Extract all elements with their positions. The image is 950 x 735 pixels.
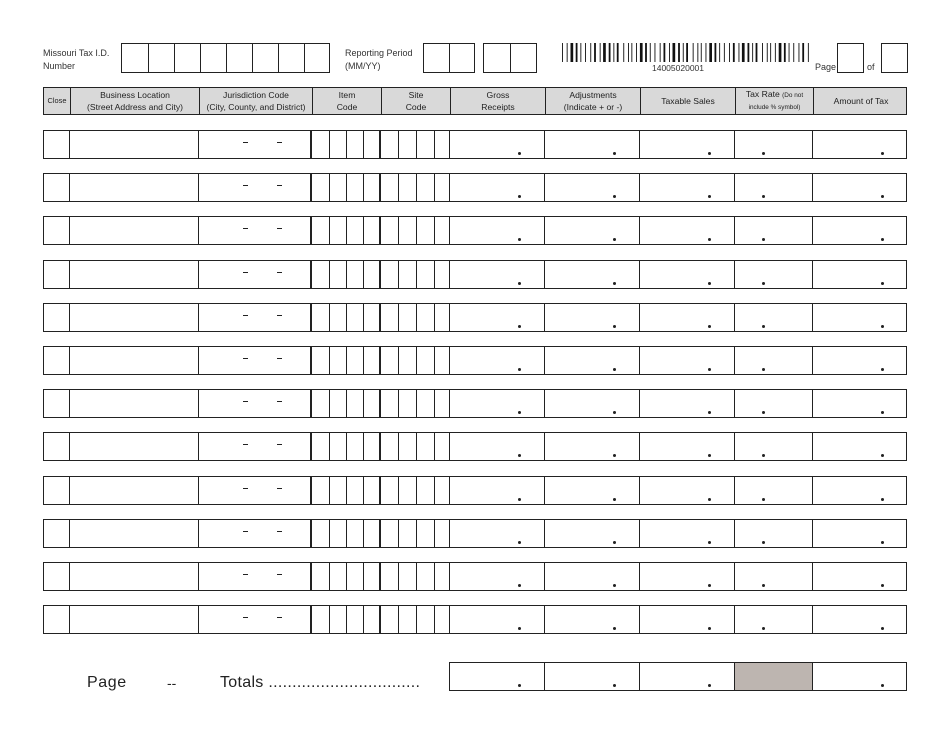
item-code-input[interactable] [311,303,380,332]
page-label: Page [815,62,837,72]
gross-receipts-input[interactable] [449,303,545,332]
gross-receipts-input[interactable] [449,173,545,202]
decimal-point [762,498,765,501]
total-tax-rate-shaded [734,662,813,691]
site-code-input[interactable] [380,605,450,634]
decimal-point [881,238,884,241]
business-location-input[interactable] [69,260,199,289]
business-location-input[interactable] [69,173,199,202]
close-checkbox[interactable] [43,260,70,289]
tax-rate-input[interactable] [734,346,813,375]
gross-receipts-input[interactable] [449,216,545,245]
amount-of-tax-input[interactable] [812,346,907,375]
close-checkbox[interactable] [43,173,70,202]
decimal-point [518,411,521,414]
decimal-point [881,325,884,328]
taxable-sales-input[interactable] [639,303,735,332]
code-separator-dash [277,574,282,575]
close-checkbox[interactable] [43,389,70,418]
tax-rate-input[interactable] [734,173,813,202]
decimal-point [762,195,765,198]
total-adjustments[interactable] [544,662,640,691]
decimal-point [518,627,521,630]
code-separator-dash [243,272,248,273]
adjustments-input[interactable] [544,389,640,418]
jurisdiction-code-input[interactable] [198,605,311,634]
col-item-code: Item Code [312,88,381,114]
tax-rate-input[interactable] [734,216,813,245]
decimal-point [762,454,765,457]
decimal-point [881,411,884,414]
business-location-input[interactable] [69,130,199,159]
decimal-point [708,498,711,501]
gross-receipts-input[interactable] [449,130,545,159]
table-row [43,605,907,634]
decimal-point [762,411,765,414]
gross-receipts-input[interactable] [449,389,545,418]
item-code-input[interactable] [311,260,380,289]
close-checkbox[interactable] [43,605,70,634]
table-row [43,346,907,375]
decimal-point [762,368,765,371]
col-adjustments: Adjustments (Indicate + or -) [545,88,640,114]
col-jurisdiction-code: Jurisdiction Code (City, County, and District) [199,88,312,114]
footer-totals-label: Totals ................................ [220,674,421,691]
site-code-input[interactable] [380,260,450,289]
item-code-input[interactable] [311,130,380,159]
decimal-point [881,627,884,630]
close-checkbox[interactable] [43,130,70,159]
tax-id-label: Missouri Tax I.D. Number [43,48,110,71]
decimal-point [762,541,765,544]
code-separator-dash [243,401,248,402]
amount-of-tax-input[interactable] [812,130,907,159]
decimal-point [708,195,711,198]
tax-rate-input[interactable] [734,476,813,505]
close-checkbox[interactable] [43,346,70,375]
taxable-sales-input[interactable] [639,130,735,159]
taxable-sales-input[interactable] [639,216,735,245]
business-location-input[interactable] [69,303,199,332]
footer-dashes: -- [167,675,177,691]
decimal-point [708,325,711,328]
col-close: Close [47,96,67,105]
page-total-field[interactable] [881,43,908,73]
barcode-number: 14005020001 [652,63,705,73]
page-number-field[interactable] [837,43,864,73]
period-year-field[interactable] [483,43,537,73]
table-row [43,476,907,505]
decimal-point [881,282,884,285]
decimal-point [762,325,765,328]
close-checkbox[interactable] [43,303,70,332]
business-location-input[interactable] [69,476,199,505]
tax-rate-input[interactable] [734,519,813,548]
item-code-input[interactable] [311,432,380,461]
table-row [43,562,907,591]
decimal-point [613,282,616,285]
item-code-input[interactable] [311,562,380,591]
close-checkbox[interactable] [43,476,70,505]
col-gross-receipts: Gross Receipts [450,88,545,114]
adjustments-input[interactable] [544,476,640,505]
amount-of-tax-input[interactable] [812,562,907,591]
decimal-point [762,238,765,241]
site-code-input[interactable] [380,216,450,245]
table-row [43,260,907,289]
code-separator-dash [277,444,282,445]
decimal-point [708,411,711,414]
decimal-point [708,238,711,241]
tax-rate-input[interactable] [734,130,813,159]
table-row [43,432,907,461]
site-code-input[interactable] [380,303,450,332]
of-label: of [867,62,875,72]
code-separator-dash [277,617,282,618]
business-location-input[interactable] [69,389,199,418]
code-separator-dash [243,444,248,445]
gross-receipts-input[interactable] [449,346,545,375]
adjustments-input[interactable] [544,562,640,591]
close-checkbox[interactable] [43,562,70,591]
jurisdiction-code-input[interactable] [198,519,311,548]
total-gross-receipts[interactable] [449,662,545,691]
amount-of-tax-input[interactable] [812,389,907,418]
site-code-input[interactable] [380,346,450,375]
code-separator-dash [243,185,248,186]
adjustments-input[interactable] [544,173,640,202]
taxable-sales-input[interactable] [639,346,735,375]
adjustments-input[interactable] [544,519,640,548]
decimal-point [708,541,711,544]
code-separator-dash [277,401,282,402]
site-code-input[interactable] [380,130,450,159]
reporting-period-label: Reporting Period (MM/YY) [345,48,413,71]
item-code-input[interactable] [311,346,380,375]
amount-of-tax-input[interactable] [812,303,907,332]
column-header-row [43,87,907,115]
decimal-point [613,152,616,155]
decimal-point [881,541,884,544]
jurisdiction-code-input[interactable] [198,130,311,159]
decimal-point [613,411,616,414]
tax-rate-input[interactable] [734,432,813,461]
amount-of-tax-input[interactable] [812,216,907,245]
decimal-point [762,152,765,155]
tax-rate-input[interactable] [734,389,813,418]
total-amount-of-tax[interactable] [812,662,907,691]
close-checkbox[interactable] [43,519,70,548]
code-separator-dash [243,315,248,316]
decimal-point [881,584,884,587]
code-separator-dash [243,617,248,618]
taxable-sales-input[interactable] [639,432,735,461]
amount-of-tax-input[interactable] [812,605,907,634]
decimal-point [613,368,616,371]
adjustments-input[interactable] [544,303,640,332]
code-separator-dash [243,358,248,359]
adjustments-input[interactable] [544,216,640,245]
decimal-point [708,282,711,285]
site-code-input[interactable] [380,389,450,418]
taxable-sales-input[interactable] [639,260,735,289]
item-code-input[interactable] [311,519,380,548]
adjustments-input[interactable] [544,346,640,375]
close-checkbox[interactable] [43,432,70,461]
table-row [43,130,907,159]
jurisdiction-code-input[interactable] [198,476,311,505]
taxable-sales-input[interactable] [639,173,735,202]
gross-receipts-input[interactable] [449,605,545,634]
item-code-input[interactable] [311,476,380,505]
decimal-point [518,541,521,544]
amount-of-tax-input[interactable] [812,260,907,289]
decimal-point [518,454,521,457]
code-separator-dash [277,142,282,143]
code-separator-dash [277,315,282,316]
tax-rate-input[interactable] [734,605,813,634]
taxable-sales-input[interactable] [639,519,735,548]
site-code-input[interactable] [380,432,450,461]
decimal-point [708,627,711,630]
amount-of-tax-input[interactable] [812,173,907,202]
item-code-input[interactable] [311,216,380,245]
decimal-point [762,584,765,587]
gross-receipts-input[interactable] [449,432,545,461]
col-tax-rate: Tax Rate (Do not include % symbol) [735,88,813,114]
decimal-point [881,195,884,198]
code-separator-dash [243,228,248,229]
code-separator-dash [277,488,282,489]
adjustments-input[interactable] [544,130,640,159]
adjustments-input[interactable] [544,432,640,461]
site-code-input[interactable] [380,519,450,548]
decimal-point [613,627,616,630]
decimal-point [518,368,521,371]
decimal-point [881,368,884,371]
item-code-input[interactable] [311,173,380,202]
close-checkbox[interactable] [43,216,70,245]
col-business-location: Business Location (Street Address and City) [70,88,199,114]
barcode-image [562,43,810,62]
business-location-input[interactable] [69,432,199,461]
decimal-point [708,584,711,587]
tax-id-field[interactable] [121,43,330,73]
decimal-point [518,584,521,587]
decimal-point [613,498,616,501]
decimal-point [881,498,884,501]
decimal-point [613,325,616,328]
table-row [43,216,907,245]
site-code-input[interactable] [380,173,450,202]
decimal-point [881,454,884,457]
tax-rate-input[interactable] [734,562,813,591]
decimal-point [518,152,521,155]
jurisdiction-code-input[interactable] [198,562,311,591]
gross-receipts-input[interactable] [449,260,545,289]
business-location-input[interactable] [69,562,199,591]
code-separator-dash [277,531,282,532]
code-separator-dash [277,185,282,186]
decimal-point [613,454,616,457]
decimal-point [613,238,616,241]
decimal-point [762,282,765,285]
item-code-input[interactable] [311,605,380,634]
taxable-sales-input[interactable] [639,389,735,418]
business-location-input[interactable] [69,605,199,634]
decimal-point [518,238,521,241]
table-row [43,519,907,548]
gross-receipts-input[interactable] [449,476,545,505]
amount-of-tax-input[interactable] [812,519,907,548]
decimal-point [613,584,616,587]
decimal-point [613,195,616,198]
gross-receipts-input[interactable] [449,562,545,591]
tax-rate-input[interactable] [734,260,813,289]
period-month-field[interactable] [423,43,475,73]
total-taxable-sales[interactable] [639,662,735,691]
col-amount-of-tax: Amount of Tax [813,88,908,114]
site-code-input[interactable] [380,476,450,505]
code-separator-dash [277,272,282,273]
jurisdiction-code-input[interactable] [198,173,311,202]
col-taxable-sales: Taxable Sales [640,88,735,114]
table-row [43,389,907,418]
tax-rate-input[interactable] [734,303,813,332]
jurisdiction-code-input[interactable] [198,260,311,289]
jurisdiction-code-input[interactable] [198,432,311,461]
code-separator-dash [277,228,282,229]
table-row [43,173,907,202]
adjustments-input[interactable] [544,605,640,634]
taxable-sales-input[interactable] [639,476,735,505]
taxable-sales-input[interactable] [639,562,735,591]
adjustments-input[interactable] [544,260,640,289]
col-site-code: Site Code [381,88,450,114]
decimal-point [708,368,711,371]
gross-receipts-input[interactable] [449,519,545,548]
code-separator-dash [243,531,248,532]
item-code-input[interactable] [311,389,380,418]
decimal-point [881,152,884,155]
amount-of-tax-input[interactable] [812,432,907,461]
decimal-point [518,325,521,328]
footer-page-label: Page [87,674,127,691]
decimal-point [708,454,711,457]
code-separator-dash [277,358,282,359]
decimal-point [518,282,521,285]
business-location-input[interactable] [69,216,199,245]
jurisdiction-code-input[interactable] [198,303,311,332]
jurisdiction-code-input[interactable] [198,216,311,245]
decimal-point [518,498,521,501]
jurisdiction-code-input[interactable] [198,346,311,375]
business-location-input[interactable] [69,519,199,548]
decimal-point [613,541,616,544]
decimal-point [708,152,711,155]
decimal-point [762,627,765,630]
taxable-sales-input[interactable] [639,605,735,634]
site-code-input[interactable] [380,562,450,591]
code-separator-dash [243,574,248,575]
code-separator-dash [243,488,248,489]
decimal-point [518,195,521,198]
jurisdiction-code-input[interactable] [198,389,311,418]
business-location-input[interactable] [69,346,199,375]
table-row [43,303,907,332]
amount-of-tax-input[interactable] [812,476,907,505]
code-separator-dash [243,142,248,143]
